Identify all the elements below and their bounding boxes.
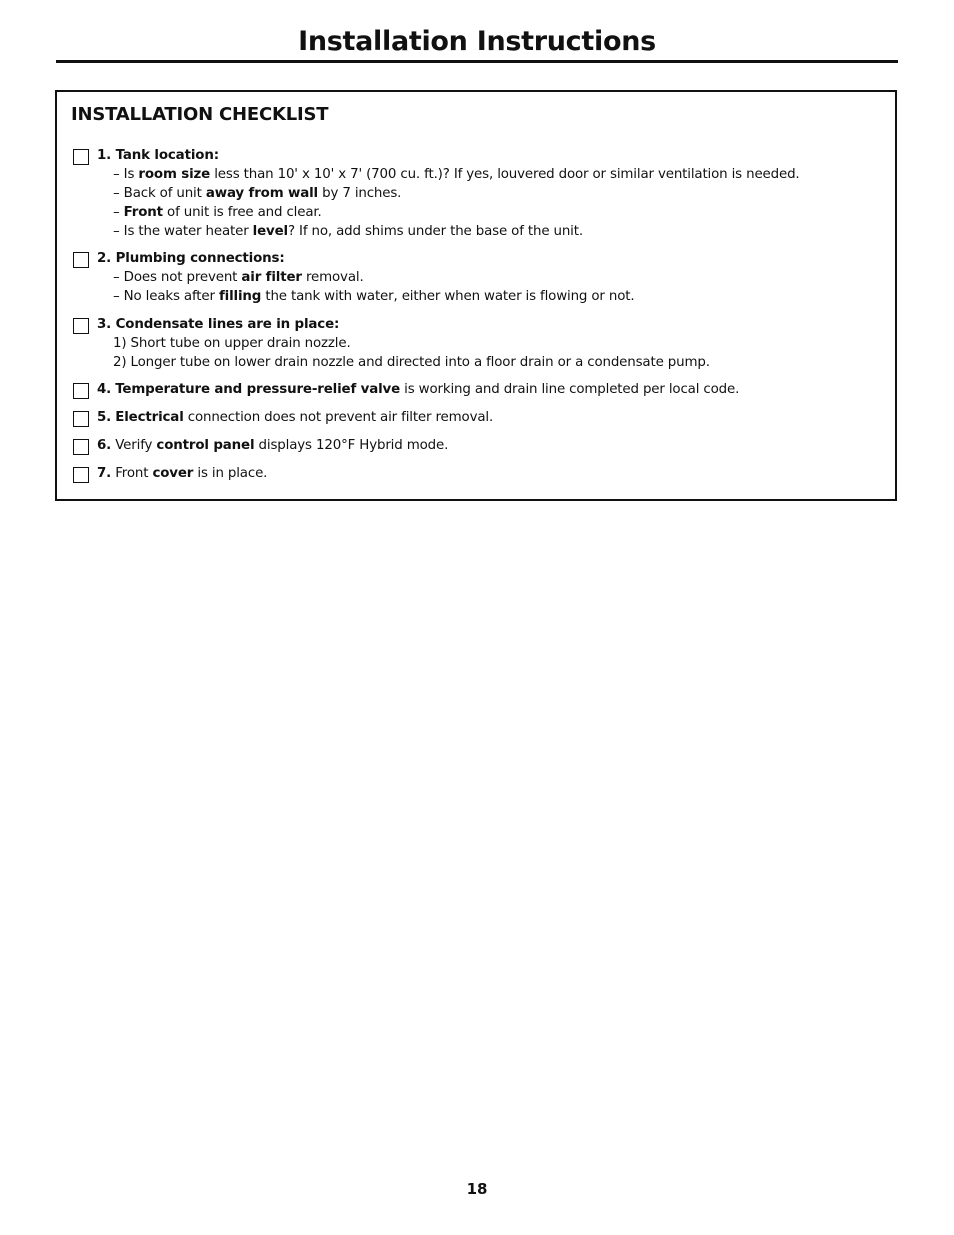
checkbox-relief-valve[interactable]	[73, 383, 89, 399]
checkbox-condensate[interactable]	[73, 318, 89, 334]
checkbox-electrical[interactable]	[73, 411, 89, 427]
checkbox-plumbing[interactable]	[73, 252, 89, 268]
page-title: Installation Instructions	[298, 26, 656, 57]
item-title: 2. Plumbing connections:	[97, 251, 285, 266]
sub-line: – No leaks after filling the tank with water, either when water is flowing or not.	[113, 289, 635, 304]
sub-line: – Is room size less than 10' x 10' x 7' (700 cu. ft.)? If yes, louvered door or similar ventilation is needed.	[113, 167, 800, 182]
page-number: 18	[466, 1180, 488, 1198]
checkbox-tank-location[interactable]	[73, 149, 89, 165]
checkbox-cover[interactable]	[73, 467, 89, 483]
sub-line: – Does not prevent air filter removal.	[113, 270, 364, 285]
item-title: 3. Condensate lines are in place:	[97, 317, 340, 332]
checklist-heading: INSTALLATION CHECKLIST	[71, 104, 329, 125]
item-title: 1. Tank location:	[97, 148, 219, 163]
sub-line: 1) Short tube on upper drain nozzle.	[113, 336, 351, 351]
installation-checklist-box: INSTALLATION CHECKLIST 1. Tank location: – Is room size less than 10' x 10' x 7' (700 cu. ft.)? If yes, louvered door or similar ventilation is needed. – Back of unit away from wall by 7 inches. – Front of unit is free and clear. – Is the water heater level? If no, add shims under the base of the unit. 2. Plumbing connections: – Does not prevent air filter removal. – No leaks after filling the tank with water, either when water is flowing or not. 3. Condensate lines are in place: 1) Short tube on upper drain nozzle. 2) Longer tube on lower drain nozzle and directed into a floor drain or a condensate pump. 4. Temperature and pressure-relief valve is working and drain line completed per local code. 5. Electrical connection does not prevent air filter removal. 6. Verify control panel displays 120°F Hybrid mode. 7. Front cover is in place.	[55, 90, 897, 501]
sub-line: – Is the water heater level? If no, add shims under the base of the unit.	[113, 224, 583, 239]
sub-line: – Front of unit is free and clear.	[113, 205, 322, 220]
title-divider	[56, 60, 898, 63]
sub-line: – Back of unit away from wall by 7 inches.	[113, 186, 402, 201]
sub-line: 2) Longer tube on lower drain nozzle and directed into a floor drain or a condensate pump.	[113, 355, 710, 370]
checkbox-control-panel[interactable]	[73, 439, 89, 455]
